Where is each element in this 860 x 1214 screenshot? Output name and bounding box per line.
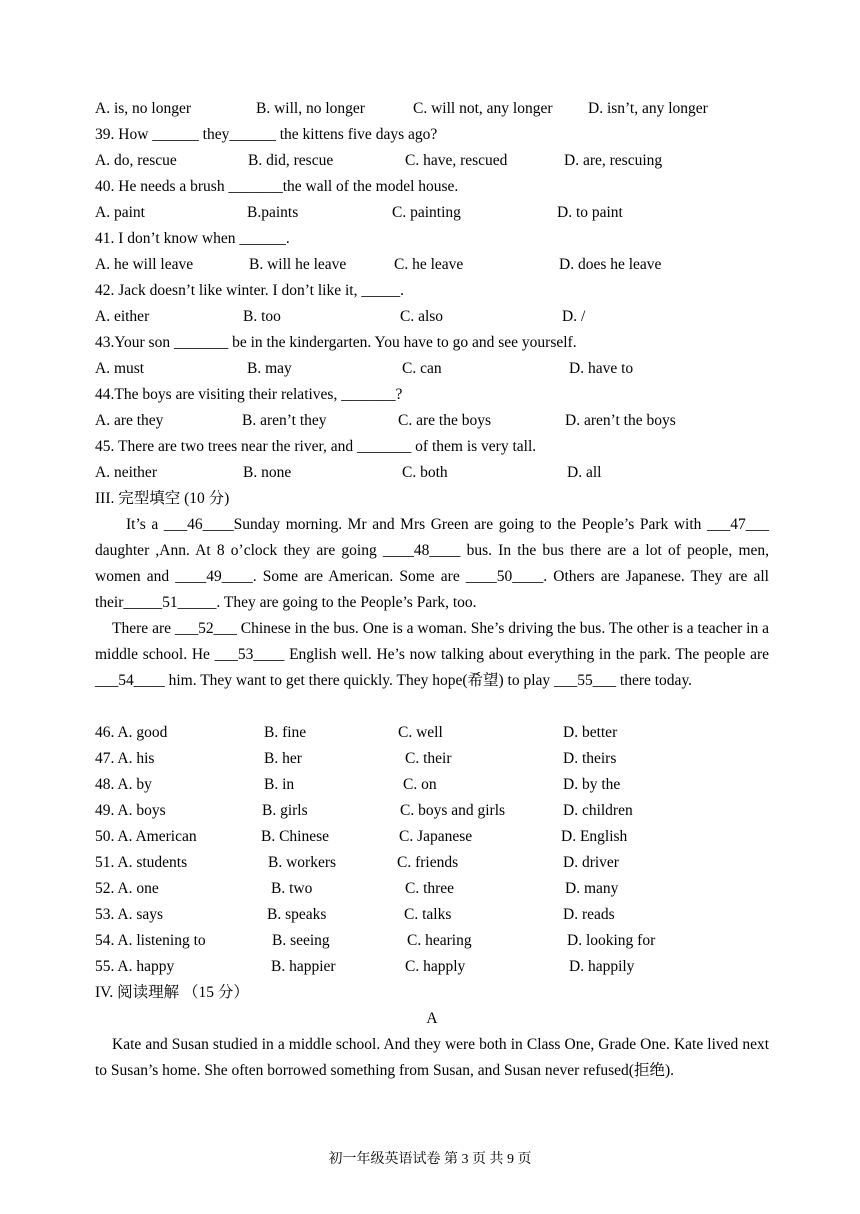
question-39-stem: 39. How ______ they______ the kittens five days ago? xyxy=(95,126,438,143)
option: B.paints xyxy=(247,204,299,221)
option: B. Chinese xyxy=(261,828,330,845)
cloze-option-row xyxy=(95,824,769,850)
option: B. in xyxy=(264,776,295,793)
cloze-option-row xyxy=(95,772,769,798)
option: A. are they xyxy=(95,412,164,429)
option: C. both xyxy=(402,464,448,481)
option: 49. A. boys xyxy=(95,802,166,819)
option: D. / xyxy=(562,308,586,325)
option: A. is, no longer xyxy=(95,100,192,117)
option: A. either xyxy=(95,308,150,325)
option: B. did, rescue xyxy=(248,152,334,169)
option: 50. A. American xyxy=(95,828,197,845)
option: C. friends xyxy=(397,854,459,871)
option: C. happly xyxy=(405,958,466,975)
option: B. happier xyxy=(271,958,336,975)
option: A. do, rescue xyxy=(95,152,177,169)
option: D. looking for xyxy=(567,932,656,949)
reading-paragraph-1: Kate and Susan studied in a middle school. And they were both in Class One, Grade One. Kate lived next to Susan’s home. She often borrowed something from Susan, and Susan never refused(拒绝). xyxy=(95,1036,769,1079)
option: 48. A. by xyxy=(95,776,152,793)
option: D. theirs xyxy=(563,750,617,767)
option: C. have, rescued xyxy=(405,152,508,169)
question-42-stem: 42. Jack doesn’t like winter. I don’t like it, _____. xyxy=(95,282,404,299)
question-44-stem: 44.The boys are visiting their relatives, _______? xyxy=(95,386,403,403)
cloze-paragraph-1: It’s a ___46____Sunday morning. Mr and Mrs Green are going to the People’s Park with ___47___ daughter ,Ann. At 8 o’clock they are going ____48____ bus. In the bus there are a lot of people, men, women and ____49____. Some are American. Some are ____50____. Others are Japanese. They are all their_____51_____. They are going to the People’s Park, too. xyxy=(95,516,769,611)
option: B. fine xyxy=(264,724,307,741)
option: D. better xyxy=(563,724,618,741)
question-44-options xyxy=(95,408,769,434)
cloze-option-row xyxy=(95,720,769,746)
option: C. painting xyxy=(392,204,461,221)
passage-label: A xyxy=(426,1010,438,1027)
option: B. workers xyxy=(268,854,337,871)
question-40-options xyxy=(95,200,769,226)
option: B. seeing xyxy=(272,932,330,949)
option: B. two xyxy=(271,880,313,897)
option: B. will he leave xyxy=(249,256,347,273)
option: D. English xyxy=(561,828,628,845)
cloze-option-row xyxy=(95,850,769,876)
option: 54. A. listening to xyxy=(95,932,206,949)
option: A. must xyxy=(95,360,145,377)
option: D. driver xyxy=(563,854,619,871)
option: C. talks xyxy=(404,906,452,923)
option: C. also xyxy=(400,308,444,325)
option: D. have to xyxy=(569,360,634,377)
option: C. he leave xyxy=(394,256,464,273)
option: C. boys and girls xyxy=(400,802,506,819)
option: B. may xyxy=(247,360,292,377)
question-45-stem: 45. There are two trees near the river, and _______ of them is very tall. xyxy=(95,438,537,455)
page-footer: 初一年级英语试卷 第 3 页 共 9 页 xyxy=(328,1152,532,1167)
question-39-options xyxy=(95,148,769,174)
option: C. three xyxy=(405,880,455,897)
option: C. on xyxy=(403,776,437,793)
option: C. will not, any longer xyxy=(413,100,553,117)
option: A. paint xyxy=(95,204,145,221)
cloze-option-row xyxy=(95,928,769,954)
cloze-option-row xyxy=(95,954,769,980)
question-41-options xyxy=(95,252,769,278)
option: C. their xyxy=(405,750,452,767)
option: B. none xyxy=(243,464,292,481)
option: D. children xyxy=(563,802,633,819)
option: C. are the boys xyxy=(398,412,491,429)
question-40-stem: 40. He needs a brush _______the wall of the model house. xyxy=(95,178,459,195)
option: 52. A. one xyxy=(95,880,159,897)
page-content xyxy=(95,96,769,1084)
cloze-paragraph-2: There are ___52___ Chinese in the bus. One is a woman. She’s driving the bus. The other is a teacher in a middle school. He ___53____ English well. He’s now talking about everything in the park. The people are ___54____ him. They want to get there quickly. They hope(希望) to play ___55___ there today. xyxy=(95,620,769,689)
cloze-option-row xyxy=(95,746,769,772)
question-45-options xyxy=(95,460,769,486)
cloze-option-row xyxy=(95,798,769,824)
option: B. girls xyxy=(262,802,308,819)
question-41-stem: 41. I don’t know when ______. xyxy=(95,230,290,247)
option: D. all xyxy=(567,464,602,481)
question-43-options xyxy=(95,356,769,382)
question-38-options xyxy=(95,96,769,122)
option: D. aren’t the boys xyxy=(565,412,676,429)
option: A. he will leave xyxy=(95,256,194,273)
cloze-option-row xyxy=(95,876,769,902)
option: C. can xyxy=(402,360,442,377)
question-43-stem: 43.Your son _______ be in the kindergarten. You have to go and see yourself. xyxy=(95,334,577,351)
cloze-options xyxy=(95,720,769,980)
option: D. isn’t, any longer xyxy=(588,100,708,117)
option: D. does he leave xyxy=(559,256,662,273)
option: D. are, rescuing xyxy=(564,152,663,169)
option: 53. A. says xyxy=(95,906,164,923)
option: B. speaks xyxy=(267,906,327,923)
option: D. reads xyxy=(563,906,615,923)
section-heading-cloze: III. 完型填空 (10 分) xyxy=(95,490,230,507)
option: D. by the xyxy=(563,776,621,793)
option: B. her xyxy=(264,750,302,767)
cloze-option-row xyxy=(95,902,769,928)
option: B. will, no longer xyxy=(256,100,365,117)
option: C. hearing xyxy=(407,932,472,949)
option: C. well xyxy=(398,724,443,741)
option: D. to paint xyxy=(557,204,623,221)
option: 51. A. students xyxy=(95,854,188,871)
option: D. many xyxy=(565,880,619,897)
option: D. happily xyxy=(569,958,635,975)
section-heading-reading: IV. 阅读理解 （15 分） xyxy=(95,984,249,1001)
option: B. too xyxy=(243,308,281,325)
option: 47. A. his xyxy=(95,750,155,767)
option: B. aren’t they xyxy=(242,412,327,429)
option: 46. A. good xyxy=(95,724,168,741)
question-42-options xyxy=(95,304,769,330)
option: 55. A. happy xyxy=(95,958,175,975)
option: A. neither xyxy=(95,464,157,481)
option: C. Japanese xyxy=(399,828,473,845)
